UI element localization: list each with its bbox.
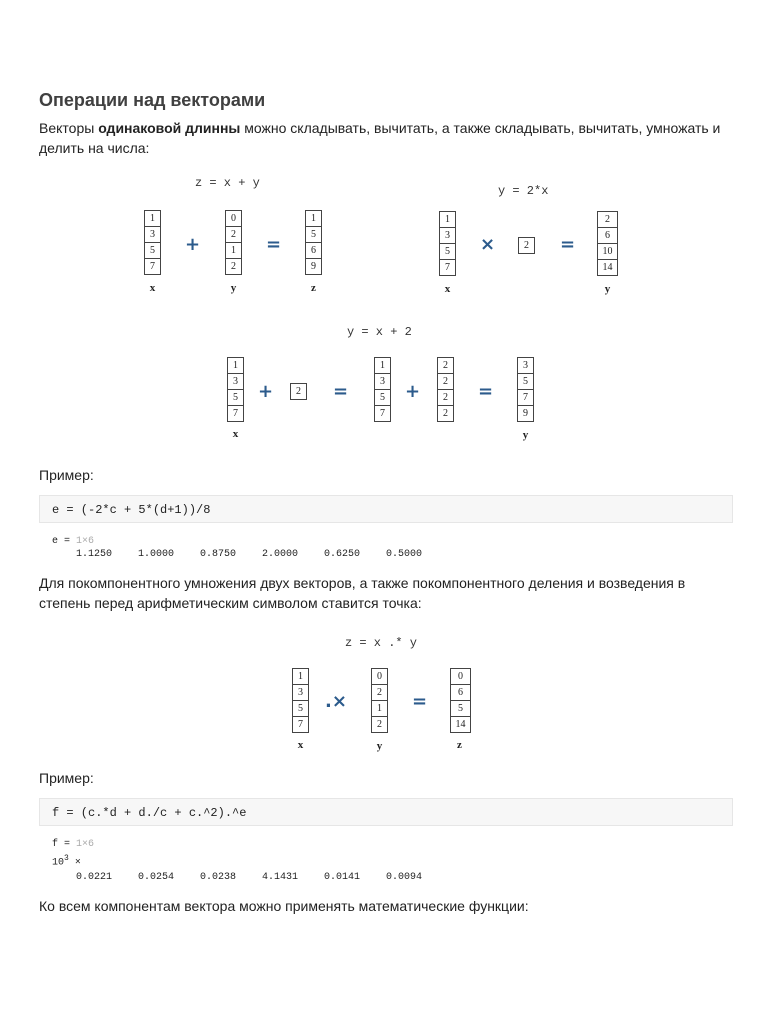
- vector-cell: 7: [150, 261, 155, 272]
- vector-cell: 3: [375, 374, 390, 390]
- output-value: 0.5000: [386, 549, 423, 560]
- vector-cell: 0: [226, 211, 241, 227]
- vector-cell: 7: [518, 390, 533, 406]
- output-variable: f =: [52, 839, 77, 850]
- vector-cell: 14: [602, 262, 613, 273]
- vector-label-y: y: [230, 282, 237, 294]
- vector-label-y: y: [604, 283, 611, 295]
- vector-z: [450, 668, 471, 733]
- output-dimensions: 1×6: [76, 536, 95, 547]
- vector-cell: 3: [145, 227, 160, 243]
- vector-cell: 3: [293, 685, 308, 701]
- example-label: Пример:: [39, 770, 94, 786]
- figure-caption: y = 2*x: [498, 184, 549, 198]
- output-dimensions: 1×6: [76, 839, 95, 850]
- vector-cell: 0: [372, 669, 387, 685]
- figure-caption: z = x .* y: [345, 636, 418, 650]
- code-block[interactable]: f = (c.*d + d./c + c.^2).^e: [39, 798, 733, 826]
- vector-twos: [437, 357, 454, 422]
- scale-times: ×: [74, 857, 81, 869]
- output-value: 0.8750: [200, 549, 237, 560]
- vector-cell: 3: [440, 228, 455, 244]
- output-value: 4.1431: [262, 872, 299, 883]
- vector-cell: 7: [445, 262, 450, 273]
- output-value: 0.0254: [138, 872, 175, 883]
- functions-paragraph: Ко всем компонентам вектора можно применять математические функции:: [39, 898, 529, 914]
- example-label: Пример:: [39, 467, 94, 483]
- output-value: 0.0238: [200, 872, 237, 883]
- output-value: 1.1250: [76, 549, 113, 560]
- intro-bold-text: одинаковой длинны: [98, 120, 241, 136]
- vector-y: [371, 668, 388, 733]
- vector-cell: 2: [438, 358, 453, 374]
- plus-operator: +: [185, 234, 201, 255]
- intro-text-end: можно складывать, вычитать, а также складывать, вычитать, умножать и делить на числа:: [39, 120, 721, 156]
- vector-cell: 2: [231, 261, 236, 272]
- equals-operator: =: [266, 234, 282, 255]
- vector-cell: 9: [311, 261, 316, 272]
- output-value: 0.6250: [324, 549, 361, 560]
- vector-cell: 5: [293, 701, 308, 717]
- figure-caption: z = x + y: [195, 176, 260, 190]
- output-variable: e =: [52, 536, 77, 547]
- vector-cell: 1: [375, 358, 390, 374]
- vector-cell: 1: [145, 211, 160, 227]
- vector-cell: 2: [598, 212, 617, 228]
- figure-caption: y = x + 2: [347, 325, 412, 339]
- vector-cell: 1: [440, 212, 455, 228]
- vector-cell: 2: [438, 374, 453, 390]
- equals-operator: =: [478, 381, 494, 402]
- elementwise-multiply-operator: .×: [325, 691, 347, 712]
- scale-exponent: 3: [64, 854, 69, 863]
- vector-cell: 7: [380, 408, 385, 419]
- intro-text-start: Векторы: [39, 120, 99, 136]
- multiply-operator: ×: [480, 234, 496, 255]
- output-values: [76, 548, 448, 561]
- intro-paragraph: [39, 118, 729, 158]
- vector-cell: 5: [228, 390, 243, 406]
- vector-x-copy: [374, 357, 391, 422]
- vector-x: [227, 357, 244, 422]
- vector-cell: 6: [598, 228, 617, 244]
- vector-cell: 3: [518, 358, 533, 374]
- scale-base: 10: [52, 857, 65, 869]
- output-value: 1.0000: [138, 549, 175, 560]
- vector-cell: 14: [455, 719, 466, 730]
- vector-y: [517, 357, 534, 422]
- vector-x: [144, 210, 161, 275]
- code-output: [52, 838, 94, 851]
- vector-cell: 3: [228, 374, 243, 390]
- vector-x: [439, 211, 456, 276]
- vector-label-x: x: [149, 282, 156, 294]
- vector-label-x: x: [444, 283, 451, 295]
- vector-label-z: z: [457, 739, 462, 751]
- page-title: Операции над векторами: [39, 90, 266, 110]
- vector-label-y: y: [522, 429, 529, 441]
- elementwise-paragraph: Для покомпонентного умножения двух векторов, а также покомпонентного деления и возведения в степень перед арифметическим символом ставится точка:: [39, 575, 686, 611]
- vector-cell: 1: [306, 211, 321, 227]
- vector-cell: 7: [298, 719, 303, 730]
- vector-cell: 1: [293, 669, 308, 685]
- vector-cell: 2: [372, 685, 387, 701]
- scalar-value: 2: [518, 237, 535, 254]
- vector-cell: 5: [518, 374, 533, 390]
- vector-cell: 9: [523, 408, 528, 419]
- code-block[interactable]: e = (-2*c + 5*(d+1))/8: [39, 495, 733, 523]
- output-value: 0.0221: [76, 872, 113, 883]
- scalar-value: 2: [290, 383, 307, 400]
- output-value: 2.0000: [262, 549, 299, 560]
- vector-cell: 6: [306, 243, 321, 259]
- vector-cell: 6: [451, 685, 470, 701]
- equals-operator: =: [412, 691, 428, 712]
- output-value: 0.0094: [386, 872, 423, 883]
- vector-label-y: y: [376, 740, 383, 752]
- vector-cell: 1: [228, 358, 243, 374]
- vector-cell: 2: [226, 227, 241, 243]
- vector-cell: 5: [145, 243, 160, 259]
- vector-cell: 5: [306, 227, 321, 243]
- vector-cell: 10: [598, 244, 617, 260]
- vector-cell: 7: [233, 408, 238, 419]
- plus-operator: +: [258, 381, 274, 402]
- vector-label-z: z: [311, 282, 316, 294]
- vector-y: [225, 210, 242, 275]
- vector-z: [305, 210, 322, 275]
- code-output: [52, 535, 94, 548]
- vector-cell: 1: [372, 701, 387, 717]
- vector-cell: 0: [451, 669, 470, 685]
- vector-cell: 5: [440, 244, 455, 260]
- vector-cell: 2: [443, 408, 448, 419]
- vector-cell: 2: [438, 390, 453, 406]
- equals-operator: =: [560, 234, 576, 255]
- vector-y: [597, 211, 618, 276]
- output-scale-factor: [52, 852, 81, 869]
- output-value: 0.0141: [324, 872, 361, 883]
- plus-operator: +: [405, 381, 421, 402]
- vector-label-x: x: [297, 739, 304, 751]
- vector-cell: 5: [451, 701, 470, 717]
- vector-label-x: x: [232, 428, 239, 440]
- vector-cell: 5: [375, 390, 390, 406]
- vector-x: [292, 668, 309, 733]
- vector-cell: 2: [377, 719, 382, 730]
- output-values: [76, 871, 448, 884]
- equals-operator: =: [333, 381, 349, 402]
- vector-cell: 1: [226, 243, 241, 259]
